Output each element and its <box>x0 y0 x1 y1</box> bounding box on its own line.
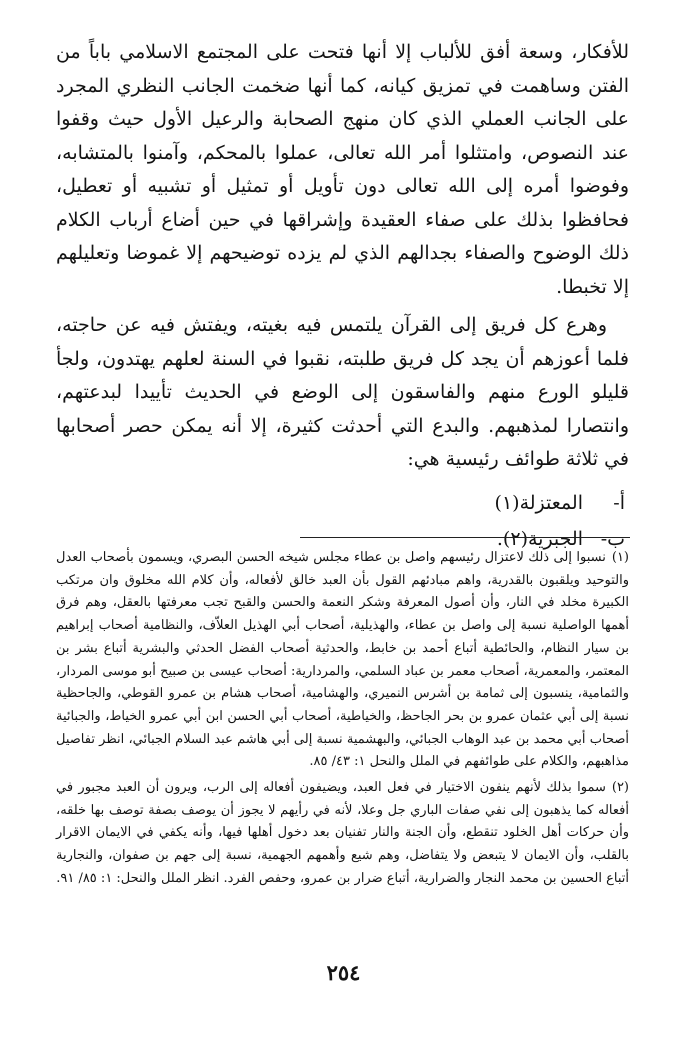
footnote-divider <box>300 537 630 538</box>
footnote-2-text: سموا بذلك لأنهم ينفون الاختيار في فعل العبد، ويضيفون أفعاله إلى الرب، ويرون أن العبد مجبور في أفعاله كما يذهبون إلى نفي صفات الباري جل وعلا، لأنه في رأيهم لا يجوز أن يوصف بصفة توصف بها خلقه، وأن حركات أهل الخلود تنقطع، وأن الجنة والنار تفنيان بعد دخول أهلها فيها، وأنه يكفي في الايمان الاقرار بالقلب، وأن الايمان لا يتبعض ولا يتفاضل، وهم شيع وأهمهم الجهمية، نسبة إلى جهم بن صفوان، والنجارية أتباع الحسين بن محمد النجار والضرارية، أتباع ضرار بن عمرو، وحفص الفرد. انظر الملل والنحل: ١: ٨٥/ ٩١. <box>56 780 629 886</box>
body-paragraph-1: للأفكار، وسعة أفق للألباب إلا أنها فتحت على المجتمع الاسلامي باباً من الفتن وساهمت في تمزيق كيانه، كما أنها ضخمت الجانب النظري المجرد على الجانب العملي الذي كان منهج الصحابة والرعيل الأول حيث وقفوا عند النصوص، وامتثلوا أمر الله تعالى، عملوا بالمحكم، وآمنوا بالمتشابه، وفوضوا أمره إلى الله تعالى دون تأويل أو تمثيل أو تشبيه أو تعطيل، فحافظوا بذلك على صفاء العقيدة وإشراقها في حين أضاع أرباب الكلام ذلك الوضوح والصفاء بجدالهم الذي لم يزده توضيحهم إلا غموضا وتعليلهم إلا تخبطا. <box>56 41 629 298</box>
list-item-text: الجبرية(٢). <box>496 527 583 550</box>
list-item-text: المعتزلة(١) <box>494 491 583 514</box>
page-number: ٢٥٤ <box>326 960 361 985</box>
footnote-2-number: (٢) <box>611 780 629 796</box>
footnote-1-text: نسبوا إلى ذلك لاعتزال رئيسهم واصل بن عطاء مجلس شيخه الحسن البصري، ويسمون بأصحاب العدل والتوحيد ويلقبون بالقدرية، واهم مبادئهم القول بأن العبد خالق لأفعاله، وأن كلام الله مخلوق وان مرتكب الكبيرة مخلد في النار، وأن أصول المعرفة وشكر النعمة والحسن والقبح تجب معرفتها بالعقل، وهم فرق أهمها الواصلية نسبة إلى واصل بن عطاء، والهذيلية، أصحاب أبي الهذيل العلاّف، والنظامية أصحاب إبراهيم بن سيار النظام، والحائطية أتباع أحمد بن خابط، والحدثية أصحاب الفضل الحدثي والبشرية أتباع بشر بن المعتمر، والمعمرية، أصحاب معمر بن عباد السلمي، والمردارية: أصحاب عيسى بن صبيح أبو موسى المردار، والثمامية، ينسبون إلى ثمامة بن أشرس النميري، والهشامية، أصحاب هشام بن عمرو القوطي، والجاحظية نسبة إلى أبي عثمان عمرو بن بحر الجاحظ، والخياطية، أصحاب أبي الحسن ابن أبي عمرو الخياط، والجبائية أصحاب أبي محمد بن عبد الوهاب الجبائي، والبهشمية نسبة إلى أبي هاشم عبد السلام الجبائي، انظر تفاصيل مذاهبهم، والكلام على طوائفهم في الملل والنحل ١: ٤٣/ ٨٥. <box>56 550 629 770</box>
footnotes <box>56 547 629 891</box>
list-item-marker: ب- <box>600 527 625 550</box>
list-item <box>56 485 629 521</box>
body-paragraph-2: وهرع كل فريق إلى القرآن يلتمس فيه بغيته، ويفتش فيه عن حاجته، فلما أعوزهم أن يجد كل فريق طلبته، نقبوا في السنة لعلهم يهتدون، ولجأ قليلو الورع منهم والفاسقون إلى الوضع في الحديث تأييدا لبدعتهم، وانتصارا لمذهبهم. والبدع التي أحدثت كثيرة، إلا أنه يمكن حصر أصحابها في ثلاثة طوائف رئيسية هي: <box>56 314 629 470</box>
footnote-2 <box>56 777 629 891</box>
list-item-marker: أ- <box>613 491 625 514</box>
main-text <box>56 36 629 557</box>
sects-list <box>56 485 629 557</box>
footnote-1 <box>56 547 629 774</box>
footnote-1-number: (١) <box>611 550 629 565</box>
